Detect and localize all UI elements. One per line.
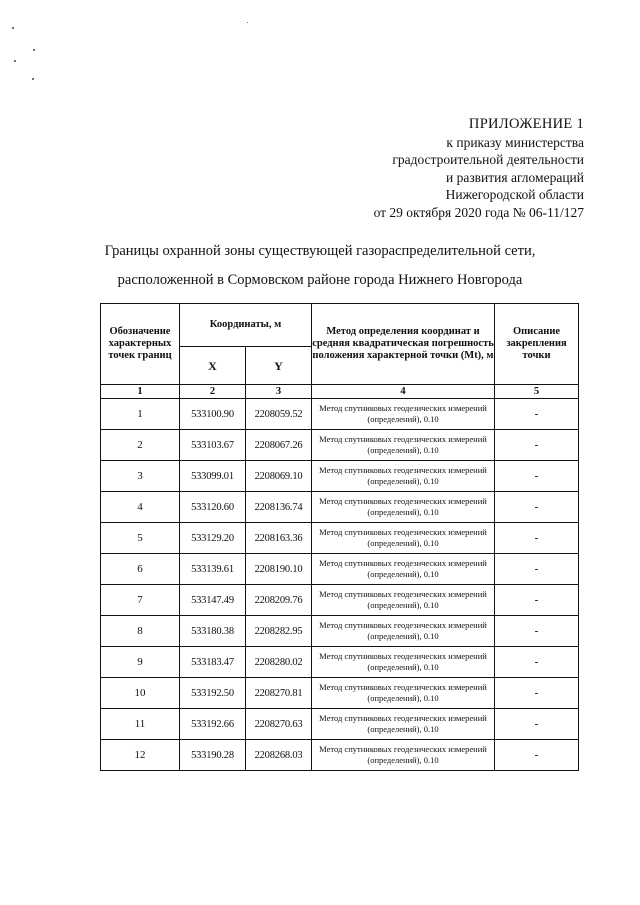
cell-method: Метод спутниковых геодезических измерений (определений), 0.10 xyxy=(312,492,495,523)
cell-method: Метод спутниковых геодезических измерений (определений), 0.10 xyxy=(312,585,495,616)
cell-method: Метод спутниковых геодезических измерений (определений), 0.10 xyxy=(312,709,495,740)
cell-description: - xyxy=(495,554,579,585)
cell-point: 6 xyxy=(101,554,180,585)
cell-x: 533147.49 xyxy=(180,585,246,616)
header-point: Обозначение характерных точек границ xyxy=(101,304,180,385)
cell-x: 533190.28 xyxy=(180,740,246,771)
cell-y: 2208190.10 xyxy=(246,554,312,585)
cell-description: - xyxy=(495,523,579,554)
header-method: Метод определения координат и средняя квадратическая погрешность положения характерной точки (Mt), м xyxy=(312,304,495,385)
cell-x: 533192.50 xyxy=(180,678,246,709)
column-number: 3 xyxy=(246,385,312,399)
cell-description: - xyxy=(495,461,579,492)
cell-x: 533120.60 xyxy=(180,492,246,523)
header-description: Описание закрепления точки xyxy=(495,304,579,385)
table-row xyxy=(101,461,579,492)
cell-method: Метод спутниковых геодезических измерений (определений), 0.10 xyxy=(312,554,495,585)
header-coordinates: Координаты, м xyxy=(180,304,312,347)
cell-x: 533103.67 xyxy=(180,430,246,461)
cell-point: 2 xyxy=(101,430,180,461)
table-row xyxy=(101,709,579,740)
scan-speck xyxy=(12,27,14,29)
table-row xyxy=(101,554,579,585)
cell-y: 2208067.26 xyxy=(246,430,312,461)
table-row xyxy=(101,523,579,554)
cell-y: 2208163.36 xyxy=(246,523,312,554)
appendix-title: ПРИЛОЖЕНИЕ 1 xyxy=(468,116,584,132)
appendix-line: градостроительной деятельности xyxy=(392,152,584,167)
appendix-line: к приказу министерства xyxy=(446,134,584,150)
cell-point: 8 xyxy=(101,616,180,647)
cell-description: - xyxy=(495,616,579,647)
document-title xyxy=(0,237,640,295)
column-number: 2 xyxy=(180,385,246,399)
cell-y: 2208209.76 xyxy=(246,585,312,616)
cell-point: 7 xyxy=(101,585,180,616)
cell-point: 3 xyxy=(101,461,180,492)
table-body xyxy=(101,399,579,771)
table-row xyxy=(101,678,579,709)
cell-description: - xyxy=(495,399,579,430)
cell-description: - xyxy=(495,678,579,709)
table-row xyxy=(101,399,579,430)
header-x: X xyxy=(180,347,246,385)
table-row xyxy=(101,492,579,523)
cell-point: 1 xyxy=(101,399,180,430)
cell-method: Метод спутниковых геодезических измерений (определений), 0.10 xyxy=(312,430,495,461)
cell-description: - xyxy=(495,709,579,740)
cell-y: 2208280.02 xyxy=(246,647,312,678)
cell-x: 533180.38 xyxy=(180,616,246,647)
table-row xyxy=(101,740,579,771)
cell-description: - xyxy=(495,430,579,461)
scan-speck xyxy=(33,49,35,51)
cell-y: 2208282.95 xyxy=(246,616,312,647)
cell-x: 533100.90 xyxy=(180,399,246,430)
table-row xyxy=(101,647,579,678)
scan-speck xyxy=(32,78,34,80)
coordinates-table xyxy=(100,303,579,771)
cell-description: - xyxy=(495,647,579,678)
column-number: 1 xyxy=(101,385,180,399)
cell-point: 9 xyxy=(101,647,180,678)
cell-method: Метод спутниковых геодезических измерений (определений), 0.10 xyxy=(312,647,495,678)
header-y: Y xyxy=(246,347,312,385)
appendix-line: от 29 октября 2020 года № 06-11/127 xyxy=(373,204,584,220)
column-number: 4 xyxy=(312,385,495,399)
cell-x: 533139.61 xyxy=(180,554,246,585)
cell-y: 2208059.52 xyxy=(246,399,312,430)
cell-point: 5 xyxy=(101,523,180,554)
cell-point: 10 xyxy=(101,678,180,709)
cell-description: - xyxy=(495,740,579,771)
cell-y: 2208270.63 xyxy=(246,709,312,740)
cell-method: Метод спутниковых геодезических измерений (определений), 0.10 xyxy=(312,399,495,430)
cell-x: 533129.20 xyxy=(180,523,246,554)
table-row xyxy=(101,430,579,461)
scan-speck xyxy=(14,60,16,62)
column-number: 5 xyxy=(495,385,579,399)
table-row xyxy=(101,585,579,616)
cell-y: 2208268.03 xyxy=(246,740,312,771)
cell-method: Метод спутниковых геодезических измерений (определений), 0.10 xyxy=(312,461,495,492)
cell-description: - xyxy=(495,492,579,523)
cell-y: 2208136.74 xyxy=(246,492,312,523)
table-row xyxy=(101,616,579,647)
appendix-line: Нижегородской области xyxy=(445,187,584,202)
cell-x: 533099.01 xyxy=(180,461,246,492)
cell-x: 533192.66 xyxy=(180,709,246,740)
appendix-line: и развития агломераций xyxy=(445,169,584,185)
cell-method: Метод спутниковых геодезических измерений (определений), 0.10 xyxy=(312,523,495,554)
scan-speck xyxy=(247,22,248,23)
cell-method: Метод спутниковых геодезических измерений (определений), 0.10 xyxy=(312,678,495,709)
cell-point: 4 xyxy=(101,492,180,523)
cell-x: 533183.47 xyxy=(180,647,246,678)
document-title-line: расположенной в Сормовском районе города Нижнего Новгорода xyxy=(117,272,523,288)
appendix-block xyxy=(374,116,584,221)
cell-point: 11 xyxy=(101,709,180,740)
document-title-line: Границы охранной зоны существующей газораспределительной сети, xyxy=(104,243,536,259)
cell-description: - xyxy=(495,585,579,616)
cell-method: Метод спутниковых геодезических измерений (определений), 0.10 xyxy=(312,616,495,647)
cell-y: 2208270.81 xyxy=(246,678,312,709)
cell-point: 12 xyxy=(101,740,180,771)
cell-y: 2208069.10 xyxy=(246,461,312,492)
cell-method: Метод спутниковых геодезических измерений (определений), 0.10 xyxy=(312,740,495,771)
